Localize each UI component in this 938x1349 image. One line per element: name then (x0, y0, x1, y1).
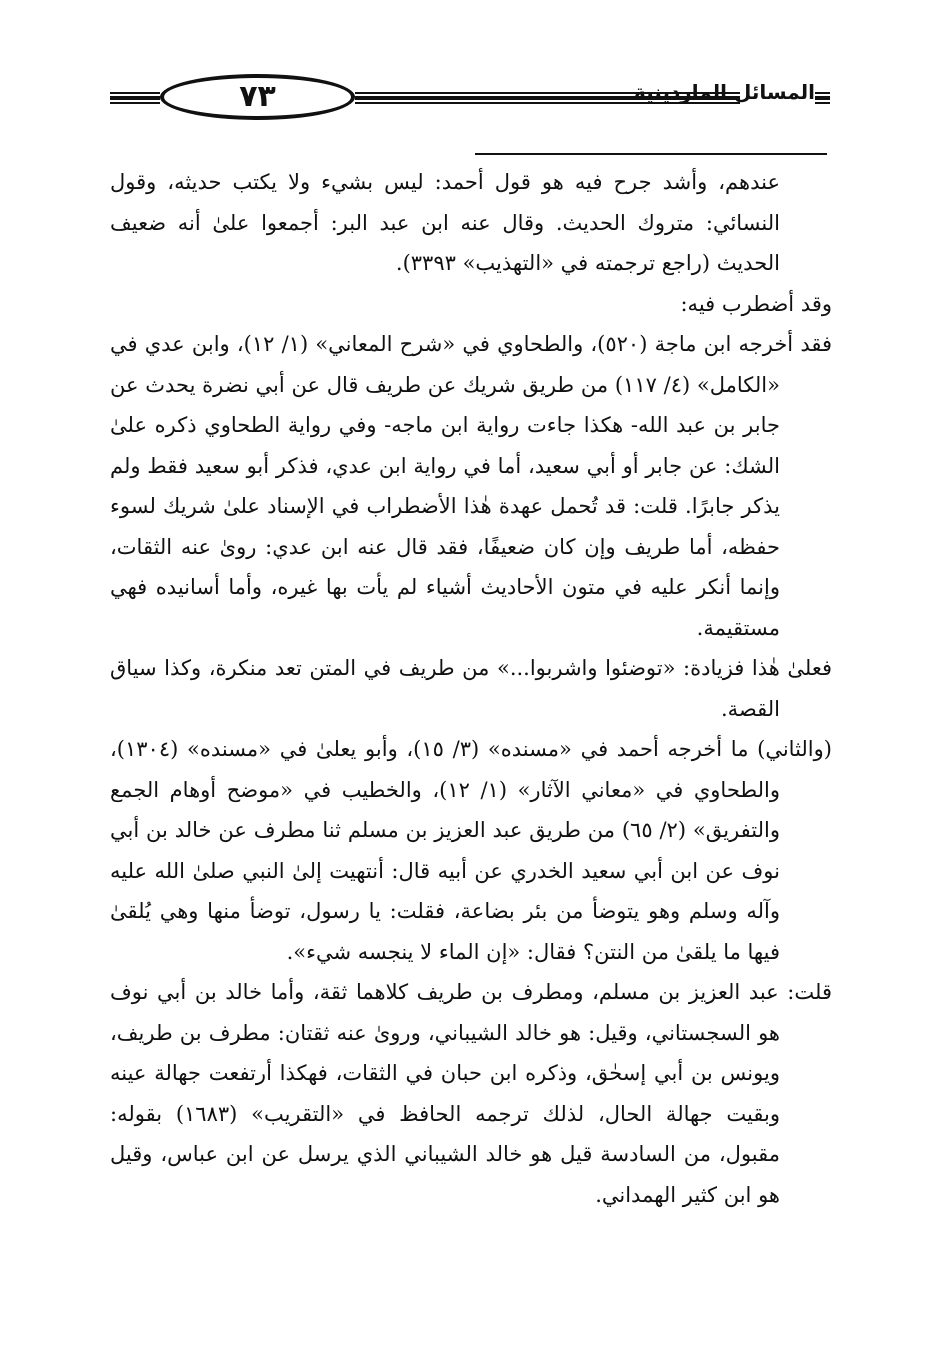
paragraph-second-narration: (والثاني) ما أخرجه أحمد في «مسنده» (٣/ ١٥)، وأبو يعلىٰ في «مسنده» (١٣٠٤)، والطحاوي في «معاني الآثار» (١/ ١٢)، والخطيب في «موضح أوهام الجمع والتفريق» (٢/ ٦٥) من طريق عبد العزيز بن مسلم ثنا مطرف عن خالد بن أبي نوف عن ابن أبي سعيد الخدري عن أبيه قال: أنتهيت إلىٰ النبي صلىٰ الله عليه وآله وسلم وهو يتوضأ من بئر بضاعة، فقلت: يا رسول، توضأ منها وهي يُلقىٰ فيها ما يلقىٰ من النتن؟ فقال: «إن الماء لا ينجسه شيء». (110, 737, 832, 964)
running-title: المسائل الماردينية (634, 80, 815, 104)
page-header (110, 70, 830, 126)
paragraph-first-narration: فقد أخرجه ابن ماجة (٥٢٠)، والطحاوي في «شرح المعاني» (١/ ١٢)، وابن عدي في «الكامل» (٤/ ١١٧) من طريق شريك عن طريف قال عن أبي نضرة يحدث عن جابر بن عبد الله- هكذا جاءت رواية ابن ماجه- وفي رواية الطحاوي ذكره علىٰ الشك: عن جابر أو أبي سعيد، أما في رواية ابن عدي، فذكر أبو سعيد فقط ولم يذكر جابرًا. قلت: قد تُحمل عهدة هٰذا الأضطراب في الإسناد علىٰ شريك لسوء حفظه، أما طريف وإن كان ضعيفًا، فقد قال عنه ابن عدي: روىٰ عنه الثقات، وإنما أنكر عليه في متون الأحاديث أشياء لم يأت بها غيره، وأما أسانيده فهي مستقيمة. (110, 332, 832, 640)
page-body (110, 162, 832, 1215)
header-rule-right (815, 92, 830, 104)
header-rule-left (110, 92, 160, 104)
paragraph-narrator-assessment: قلت: عبد العزيز بن مسلم، ومطرف بن طريف كلاهما ثقة، وأما خالد بن أبي نوف هو السجستاني، وقيل: هو خالد الشيباني، وروىٰ عنه ثقتان: مطرف بن طريف، ويونس بن أبي إسحٰق، وذكره ابن حبان في الثقات، فهكذا أرتفعت جهالة عينه وبقيت جهالة الحال، لذلك ترجمه الحافظ في «التقريب» (١٦٨٣) بقوله: مقبول، من السادسة قيل هو خالد الشيباني الذي يرسل عن ابن عباس، وقيل هو ابن كثير الهمداني. (110, 980, 832, 1207)
page-number: ٧٣ (160, 74, 355, 120)
paragraph-continuation: عندهم، وأشد جرح فيه هو قول أحمد: ليس بشيء ولا يكتب حديثه، وقول النسائي: متروك الحديث. وقال عنه ابن عبد البر: أجمعوا علىٰ أنه ضعيف الحديث (راجع ترجمته في «التهذيب» ٣٣٩٣). (110, 170, 780, 275)
section-divider (475, 153, 827, 155)
paragraph-conclusion: فعلىٰ هٰذا فزيادة: «توضئوا واشربوا...» من طريف في المتن تعد منكرة، وكذا سياق القصة. (110, 656, 832, 721)
paragraph-idtirab-heading: وقد أضطرب فيه: (680, 291, 832, 316)
